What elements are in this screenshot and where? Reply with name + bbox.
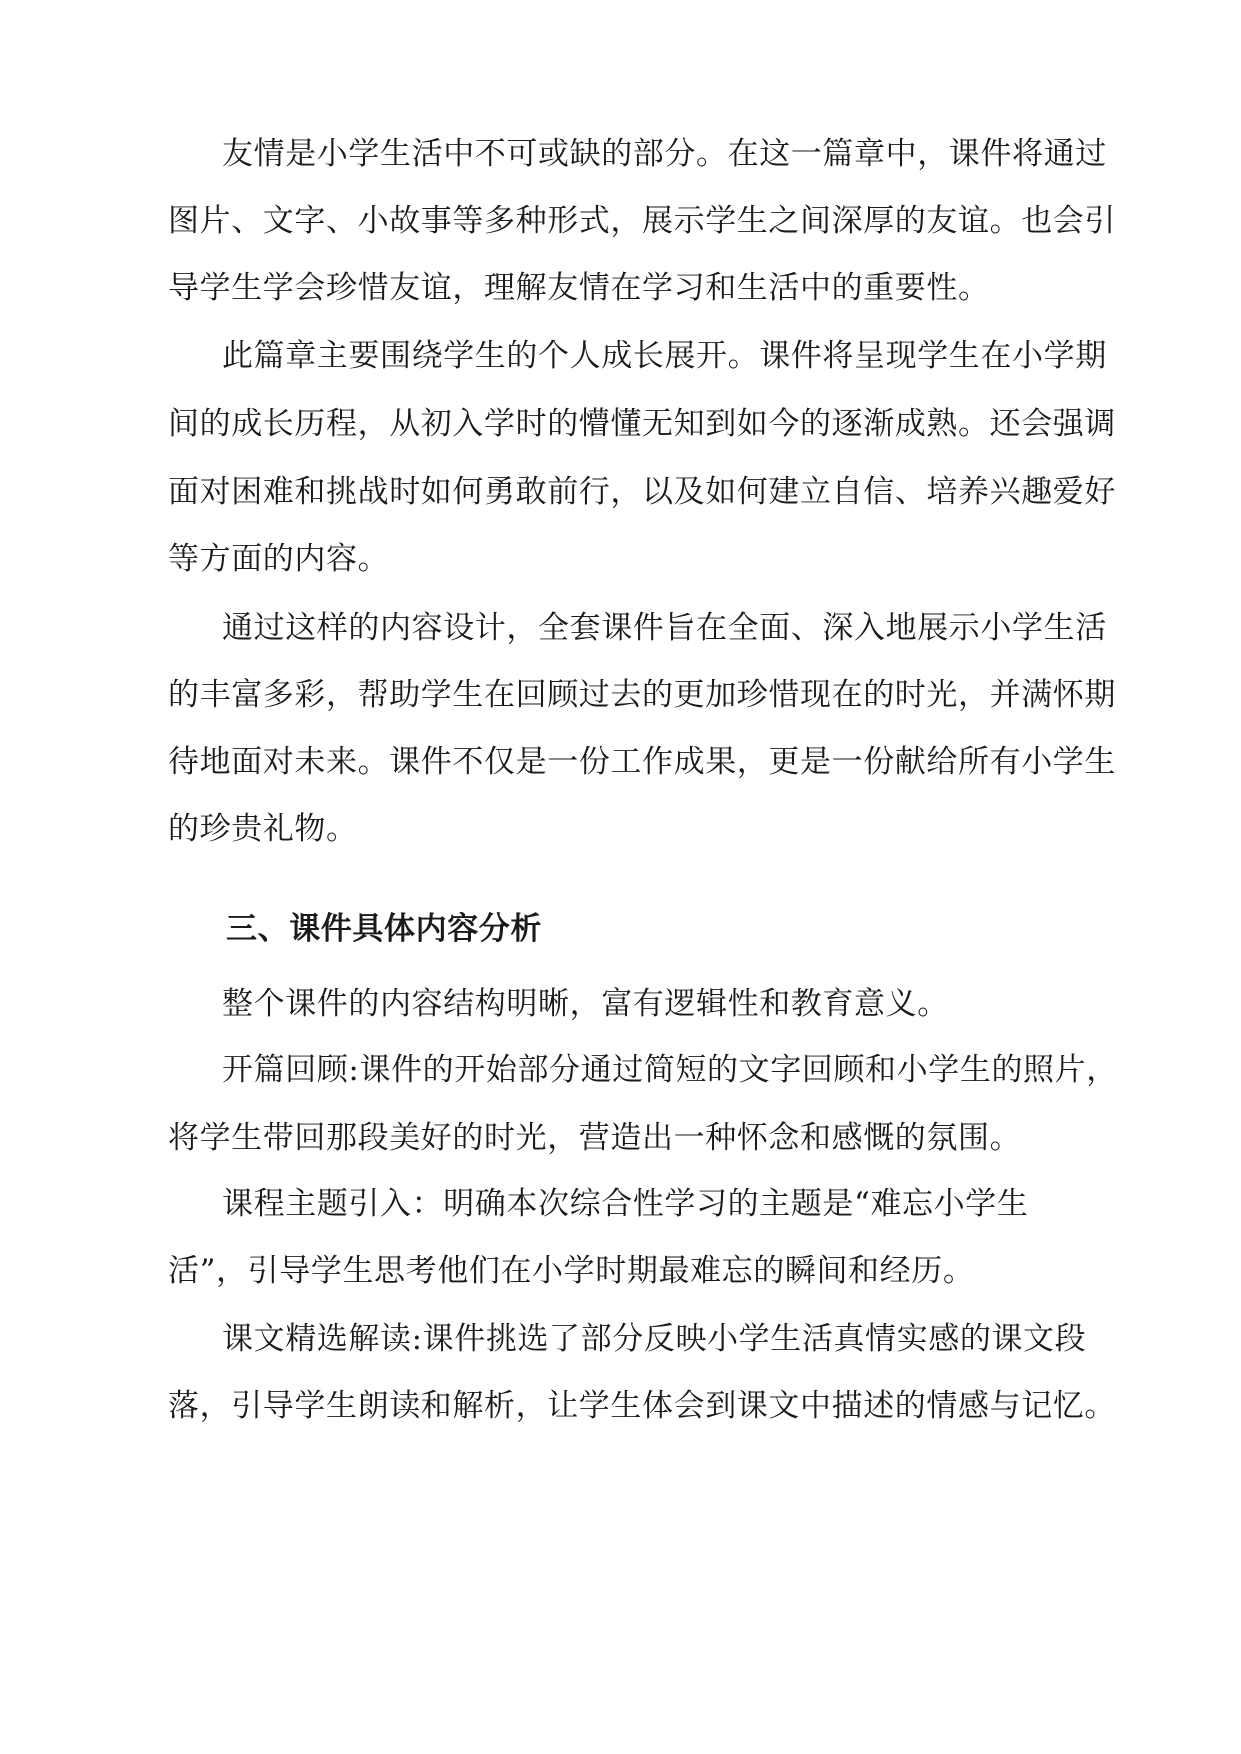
text-line: 的丰富多彩，帮助学生在回顾过去的更加珍惜现在的时光，并满怀期 xyxy=(168,677,1116,713)
section-heading-text: 三、课件具体内容分析 xyxy=(226,911,542,947)
paragraph-line xyxy=(0,606,1241,650)
text-line: 的珍贵礼物。 xyxy=(168,811,358,847)
text-line: 课文精选解读:课件挑选了部分反映小学生活真情实感的课文段 xyxy=(222,1321,1087,1357)
paragraph-line xyxy=(0,1048,1241,1092)
paragraph-line xyxy=(0,807,1241,851)
paragraph-line xyxy=(0,1384,1241,1428)
text-line: 友情是小学生活中不可或缺的部分。在这一篇章中，课件将通过 xyxy=(222,136,1107,172)
text-line: 导学生学会珍惜友谊，理解友情在学习和生活中的重要性。 xyxy=(168,270,990,306)
text-line: 整个课件的内容结构明晰，富有逻辑性和教育意义。 xyxy=(222,986,949,1022)
text-line: 将学生带回那段美好的时光，营造出一种怀念和感慨的氛围。 xyxy=(168,1120,1022,1156)
paragraph-line xyxy=(0,1116,1241,1160)
text-line: 面对困难和挑战时如何勇敢前行，以及如何建立自信、培养兴趣爱好 xyxy=(168,474,1116,510)
text-line: 活”，引导学生思考他们在小学时期最难忘的瞬间和经历。 xyxy=(168,1253,975,1289)
paragraph-line xyxy=(0,1317,1241,1361)
text-line: 落，引导学生朗读和解析，让学生体会到课文中描述的情感与记忆。 xyxy=(168,1388,1116,1424)
paragraph-line xyxy=(0,402,1241,446)
paragraph-line xyxy=(0,199,1241,243)
section-heading xyxy=(0,907,1241,951)
paragraph-line xyxy=(0,132,1241,176)
text-line: 通过这样的内容设计，全套课件旨在全面、深入地展示小学生活 xyxy=(222,610,1107,646)
paragraph-line xyxy=(0,673,1241,717)
text-line: 等方面的内容。 xyxy=(168,541,390,577)
paragraph-line xyxy=(0,334,1241,378)
text-line: 课程主题引入：明确本次综合性学习的主题是“难忘小学生 xyxy=(222,1186,1029,1222)
paragraph-line xyxy=(0,470,1241,514)
text-line: 开篇回顾:课件的开始部分通过简短的文字回顾和小学生的照片， xyxy=(222,1052,1118,1088)
text-line: 此篇章主要围绕学生的个人成长展开。课件将呈现学生在小学期 xyxy=(222,338,1107,374)
paragraph-line xyxy=(0,537,1241,581)
paragraph-line xyxy=(0,740,1241,784)
paragraph-line xyxy=(0,1249,1241,1293)
text-line: 待地面对未来。课件不仅是一份工作成果，更是一份献给所有小学生 xyxy=(168,744,1116,780)
paragraph-line xyxy=(0,982,1241,1026)
text-line: 图片、文字、小故事等多种形式，展示学生之间深厚的友谊。也会引 xyxy=(168,203,1116,239)
paragraph-line xyxy=(0,266,1241,310)
paragraph-line xyxy=(0,1182,1241,1226)
text-line: 间的成长历程，从初入学时的懵懂无知到如今的逐渐成熟。还会强调 xyxy=(168,406,1116,442)
